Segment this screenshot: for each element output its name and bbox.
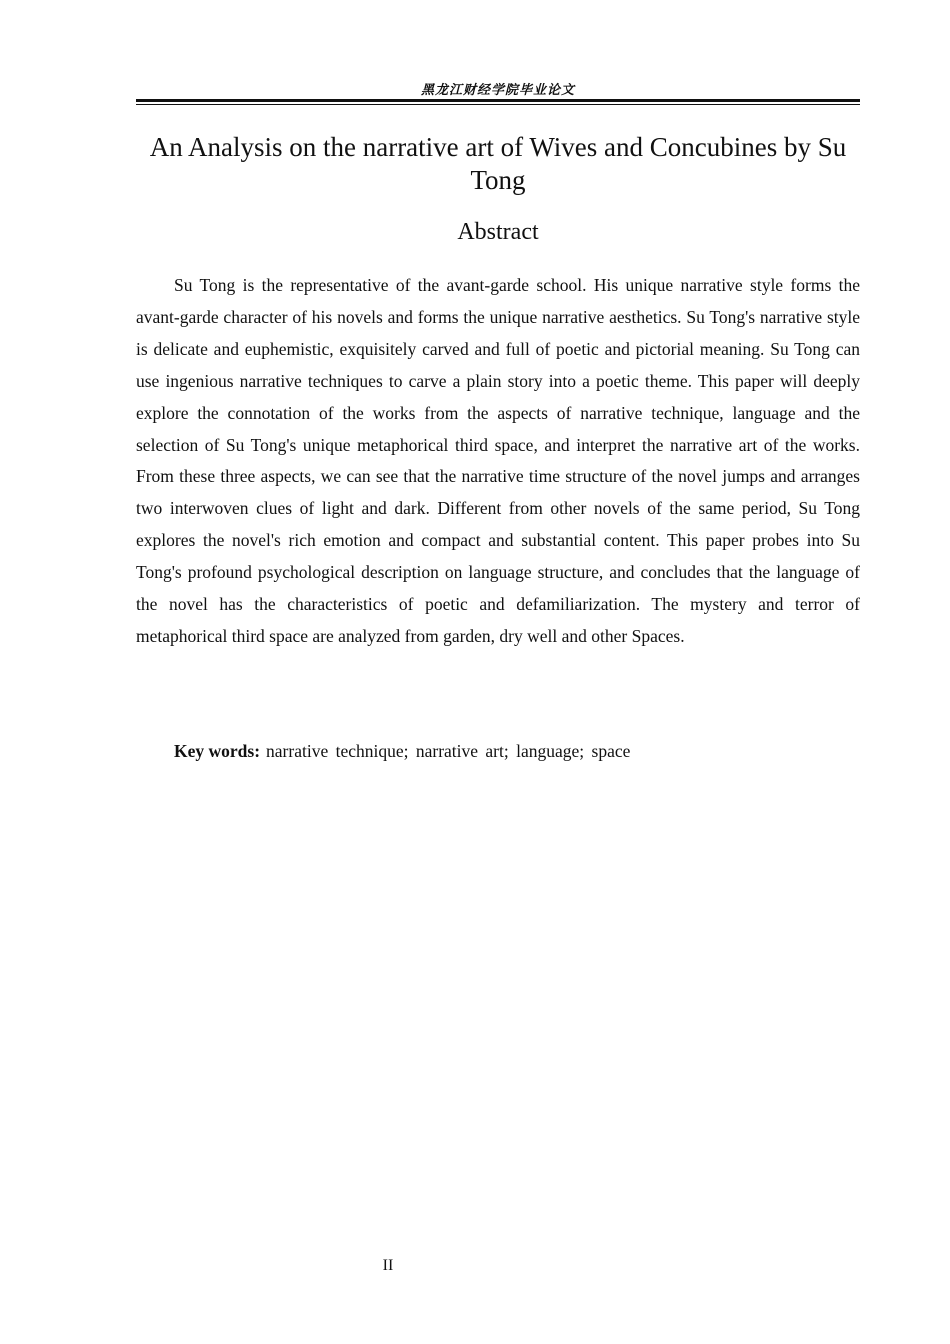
keywords-text: narrative technique; narrative art; language; space — [266, 741, 631, 761]
header-rule-thin — [136, 104, 860, 105]
running-header: 黑龙江财经学院毕业论文 — [420, 83, 575, 98]
keywords-label: Key words: — [174, 741, 261, 761]
header-rule-thick — [136, 99, 860, 102]
keywords-line — [136, 736, 860, 767]
abstract-paragraph: Su Tong is the representative of the avant-garde school. His unique narrative style forms the avant-garde character of his novels and forms the unique narrative aesthetics. Su Tong's narrative style is delicate and euphemistic, exquisitely carved and full of poetic and pictorial meaning. Su Tong can use ingenious narrative techniques to carve a plain story into a poetic theme. This paper will deeply explore the connotation of the works from the aspects of narrative technique, language and the selection of Su Tong's unique metaphorical third space, and interpret the narrative art of the works. From these three aspects, we can see that the narrative time structure of the novel jumps and arranges two interwoven clues of light and dark. Different from other novels of the same period, Su Tong explores the novel's rich emotion and compact and substantial content. This paper probes into Su Tong's profound psychological description on language structure, and concludes that the language of the novel has the characteristics of poetic and defamiliarization. The mystery and terror of metaphorical third space are analyzed from garden, dry well and other Spaces. — [136, 275, 860, 646]
abstract-heading: Abstract — [457, 219, 539, 245]
page-number: II — [382, 1257, 394, 1274]
paper-title: An Analysis on the narrative art of Wives and Concubines by Su Tong — [149, 132, 847, 195]
